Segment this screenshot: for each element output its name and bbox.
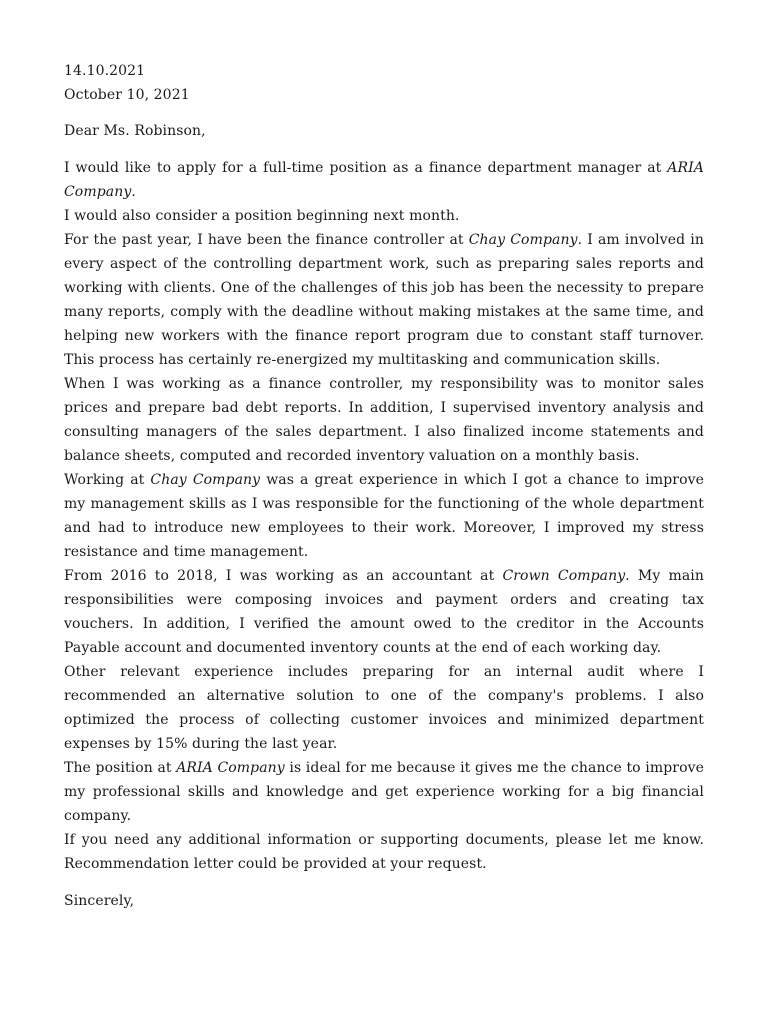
letter-body bbox=[64, 156, 704, 876]
letter-closing: Sincerely, bbox=[64, 893, 135, 909]
spacer bbox=[64, 143, 704, 156]
letter-paragraph bbox=[64, 756, 704, 828]
company-name: Chay Company bbox=[150, 472, 261, 488]
letter-paragraph bbox=[64, 468, 704, 564]
company-name: Crown Company bbox=[502, 568, 626, 584]
paragraph-text: The position at bbox=[64, 760, 177, 776]
letter-salutation: Dear Ms. Robinson, bbox=[64, 123, 206, 139]
paragraph-text: is ideal for me because it gives me the chance to improve my professional skills and knowledge and get experience working for a big financial company. bbox=[64, 760, 704, 824]
spacer bbox=[64, 107, 704, 119]
paragraph-text: For the past year, I have been the finance controller at bbox=[64, 232, 469, 248]
spacer bbox=[64, 876, 704, 889]
paragraph-text: I would like to apply for a full-time position as a finance department manager at bbox=[64, 160, 668, 176]
company-name: ARIA Company bbox=[64, 160, 704, 200]
company-name: Chay Company bbox=[468, 232, 578, 248]
paragraph-text: was a great experience in which I got a chance to improve my management skills as I was responsible for the functioning of the whole department and had to introduce new employees to their work. Moreover, I improved my stress resistance and time management. bbox=[64, 472, 704, 560]
paragraph-text: From 2016 to 2018, I was working as an accountant at bbox=[64, 568, 503, 584]
letter-paragraph bbox=[64, 660, 704, 756]
letter bbox=[64, 59, 704, 913]
paragraph-text: Other relevant experience includes preparing for an internal audit where I recommended an alternative solution to one of the company's problems. I also optimized the process of collecting customer invoices and minimized department expenses by 15% during the last year. bbox=[64, 664, 704, 752]
letter-paragraph bbox=[64, 156, 704, 204]
company-name: ARIA Company bbox=[176, 760, 285, 776]
letter-paragraph bbox=[64, 828, 704, 876]
paragraph-text: Working at bbox=[64, 472, 151, 488]
paragraph-text: I would also consider a position beginning next month. bbox=[64, 208, 460, 224]
letter-paragraph bbox=[64, 564, 704, 660]
paragraph-text: . bbox=[131, 184, 136, 200]
paragraph-text: When I was working as a finance controller, my responsibility was to monitor sales prices and prepare bad debt reports. In addition, I supervised inventory analysis and consulting managers of the sales department. I also finalized income statements and balance sheets, computed and recorded inventory valuation on a monthly basis. bbox=[64, 376, 704, 464]
letter-paragraph bbox=[64, 372, 704, 468]
paragraph-text: . I am involved in every aspect of the controlling department work, such as preparing sales reports and working with clients. One of the challenges of this job has been the necessity to prepare many reports, comply with the deadline without making mistakes at the same time, and helping new workers with the finance report program due to constant staff turnover. This process has certainly re-energized my multitasking and communication skills. bbox=[64, 232, 704, 368]
letter-date-numeric: 14.10.2021 bbox=[64, 63, 146, 79]
letter-paragraph bbox=[64, 204, 704, 228]
paragraph-text: If you need any additional information or supporting documents, please let me know. Recommendation letter could be provided at your request. bbox=[64, 832, 704, 872]
letter-paragraph bbox=[64, 228, 704, 372]
letter-date-long: October 10, 2021 bbox=[64, 87, 190, 103]
paragraph-text: . My main responsibilities were composing invoices and payment orders and creating tax vouchers. In addition, I verified the amount owed to the creditor in the Accounts Payable account and documented inventory counts at the end of each working day. bbox=[64, 568, 704, 656]
